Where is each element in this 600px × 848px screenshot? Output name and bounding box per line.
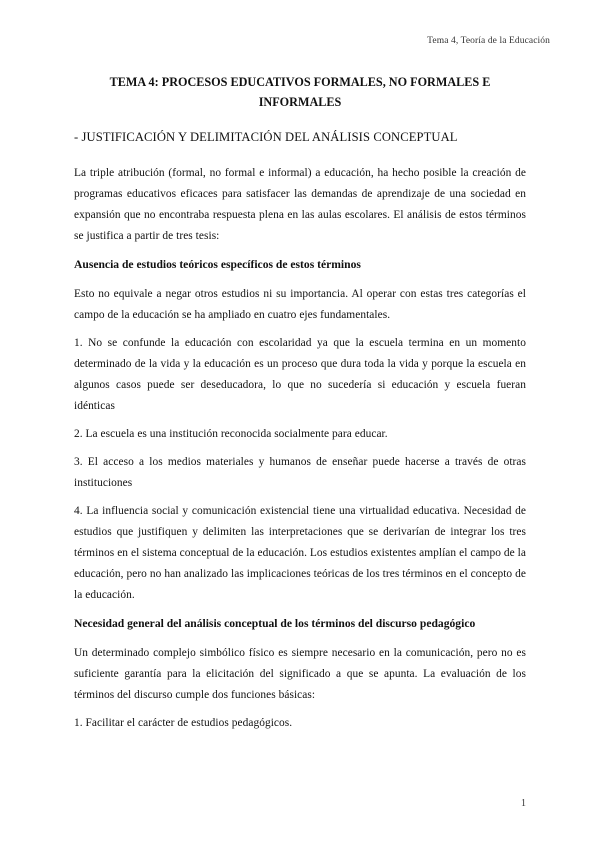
section-subtitle: - JUSTIFICACIÓN Y DELIMITACIÓN DEL ANÁLISIS CONCEPTUAL — [74, 130, 458, 144]
list-item: 2. La escuela es una institución reconocida socialmente para educar. — [74, 428, 388, 440]
page-number: 1 — [521, 798, 526, 809]
section-heading-necessity: Necesidad general del análisis conceptual de los términos del discurso pedagógico — [74, 617, 476, 630]
paragraph-function-1: 1. Facilitar el carácter de estudios pedagógicos. — [74, 717, 293, 729]
intro-paragraph: La triple atribución (formal, no formal e informal) a educación, ha hecho posible la creación de programas educativos eficaces para satisfacer las demandas de aprendizaje de una sociedad en expansión que no encontraba respuesta plena en las aulas escolares. El análisis de estos términos se justifica a partir de tres tesis: — [74, 167, 526, 242]
paragraph-absence: Esto no equivale a negar otros estudios ni su importancia. Al operar con estas tres categorías el campo de la educación se ha ampliado en cuatro ejes fundamentales. — [74, 288, 526, 321]
document-title: TEMA 4: PROCESOS EDUCATIVOS FORMALES, NO FORMALES E INFORMALES — [109, 75, 491, 109]
list-item: 1. No se confunde la educación con escolaridad ya que la escuela termina en un momento determinado de la vida y la educación es un proceso que dura toda la vida y porque la escuela en algunos casos puede ser deseducadora, lo que no sucedería si educación y escuela fueran idénticas — [74, 337, 526, 412]
section-heading-absence: Ausencia de estudios teóricos específicos de estos términos — [74, 258, 361, 271]
running-head: Tema 4, Teoría de la Educación — [427, 36, 550, 46]
paragraph-necessity: Un determinado complejo simbólico físico es siempre necesario en la comunicación, pero no es suficiente garantía para la elicitación del significado a que se apunta. La evaluación de los términos del discurso cumple dos funciones básicas: — [74, 647, 526, 701]
list-item: 3. El acceso a los medios materiales y humanos de enseñar puede hacerse a través de otras instituciones — [74, 456, 526, 489]
page-content — [74, 72, 526, 741]
list-item: 4. La influencia social y comunicación existencial tiene una virtualidad educativa. Necesidad de estudios que justifiquen y delimiten las interpretaciones que se derivarían de integrar los tres términos en el sistema conceptual de la educación. Los estudios existentes amplían el campo de la educación, pero no han analizado las implicaciones teóricas de los tres términos en el concepto de la educación. — [74, 505, 526, 601]
